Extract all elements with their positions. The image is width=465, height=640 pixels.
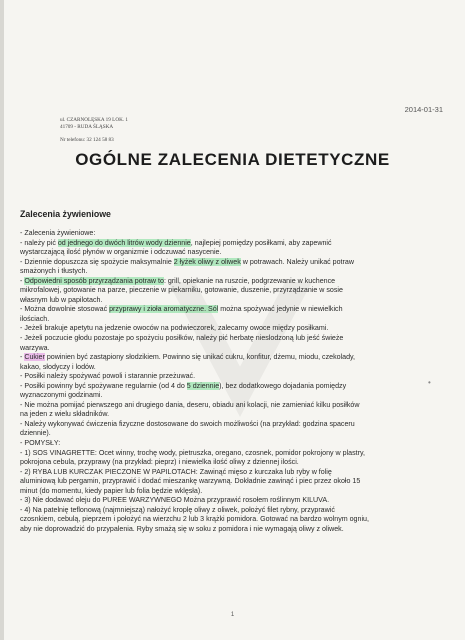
line-text: - — [20, 353, 25, 362]
line-text: - należy pić — [20, 238, 58, 247]
line-text: - Należy wykonywać ćwiczenia fizyczne dostosowane do swoich możliwości (na przykład: godzina spaceru — [20, 419, 355, 428]
line-text: mikrofalowej, gotowanie na parze, pieczenie w piekarniku, gotowanie, duszenie, przyrządzanie w sosie — [20, 286, 343, 295]
line-text: własnym lub w papilotach. — [20, 295, 103, 304]
line-text: ), bez dodatkowego dojadania pomiędzy — [219, 381, 347, 390]
text-line — [20, 239, 452, 249]
text-line — [20, 506, 452, 516]
line-text: czosnkiem, cebulą, pieprzem i położyć na wierzchu 2 lub 3 krążki pomidora. Gotować na bardzo wolnym ogniu, — [20, 515, 369, 524]
line-text: można spożywać jedynie w niewielkich — [218, 305, 343, 314]
line-text: kakao, słodyczy i lodów. — [20, 362, 96, 371]
text-line — [20, 420, 452, 430]
text-line — [20, 324, 452, 334]
text-line — [20, 363, 452, 373]
address-street: ul. CZARNOLĘSKA 19 LOK. 1 — [60, 117, 129, 123]
text-line — [20, 334, 452, 344]
line-text: wyznaczonymi godzinami. — [20, 391, 103, 400]
line-text: aluminiową lub pergamin, przyprawić i dodać mieszankę warzywną. Dokładnie zawinąć i piec przez około 15 — [20, 477, 361, 486]
text-line — [20, 229, 452, 239]
line-text: wystarczającą ilość płynów w organizmie i odczuwać nasycenie. — [20, 248, 222, 257]
text-line — [20, 372, 452, 382]
line-text: - Nie można pomijać pierwszego ani drugiego dania, deseru, obiadu ani kolacji, nie zamieniać kilku posiłków — [20, 400, 360, 409]
line-text: , najlepiej pomiędzy posiłkami, aby zapewnić — [190, 238, 332, 247]
line-text: - 2) RYBA LUB KURCZAK PIECZONE W PAPILOTACH: Zawinąć mięso z kurczaka lub ryby w folię — [20, 467, 332, 476]
page-number: 1 — [230, 612, 235, 618]
text-line — [20, 477, 452, 487]
highlighted-text: przyprawy i zioła aromatyczne. Sól — [109, 305, 219, 314]
highlighted-text: Cukier — [24, 353, 45, 362]
text-line — [20, 315, 452, 325]
text-line — [20, 277, 452, 287]
text-line — [20, 410, 452, 420]
line-text: dziennie). — [20, 429, 51, 438]
page-title: OGÓLNE ZALECENIA DIETETYCZNE — [75, 150, 390, 169]
line-text: : grill, opiekanie na ruszcie, podgrzewanie w kuchence — [163, 276, 336, 285]
phone-number: Nr telefonu: 32 124 58 83 — [60, 137, 114, 143]
text-line — [20, 353, 452, 363]
line-text: aby nie doprowadzić do przypalenia. Ryby smażą się w soku z pomidora i nie wymagają oliwy z oliwek. — [20, 524, 344, 533]
text-line — [20, 401, 452, 411]
text-line — [20, 449, 452, 459]
text-line — [20, 258, 452, 268]
address-city: 41709 - RUDA ŚLĄSKA — [60, 124, 114, 130]
highlighted-text: od jednego do dwóch litrów wody dziennie — [57, 238, 191, 247]
line-text: - 4) Na patelnię teflonową (najmniejszą) nałożyć kroplę oliwy z oliwek, położyć filet rybny, przyprawić — [20, 505, 335, 514]
text-line — [20, 496, 452, 506]
recommendations-body — [20, 229, 452, 535]
line-text: w potrawach. Należy unikać potraw — [240, 257, 354, 266]
line-text: pokrojona cebula, przyprawy (na przykład: pieprz) i niewielka ilość oliwy z dziennej ilości. — [20, 458, 299, 467]
text-line — [20, 439, 452, 449]
line-text: - Posiłki należy spożywać powoli i starannie przeżuwać. — [20, 372, 196, 381]
text-line — [20, 391, 452, 401]
line-text: - 3) Nie dodawać oleju do PUREE WARZYWNEGO Można przyprawić rosołem roślinnym KILUVA. — [20, 496, 330, 505]
text-line — [20, 305, 452, 315]
line-text: - Jeżeli poczucie głodu pozostaje po spożyciu posiłków, należy pić herbatę nieslodzoną lub jeść świeże — [20, 334, 344, 343]
line-text: - Można dowolnie stosować — [20, 305, 110, 314]
line-text: - Posiłki powinny być spożywane regularnie (od 4 do — [20, 381, 187, 390]
line-text: na jeden z wielu składników. — [20, 410, 110, 419]
text-line — [20, 286, 452, 296]
address-block — [60, 117, 128, 144]
line-text: - POMYSŁY: — [20, 439, 61, 448]
text-line — [20, 267, 452, 277]
text-line — [20, 487, 452, 497]
document-date: 2014-01-31 — [404, 105, 443, 114]
margin-mark: • — [428, 378, 431, 387]
text-line — [20, 468, 452, 478]
line-text: minut (do momentu, kiedy papier lub folia będzie wklęsła). — [20, 486, 203, 495]
highlighted-text: 2 łyżek oliwy z oliwek — [173, 257, 241, 266]
text-line — [20, 515, 452, 525]
line-text: smażonych i tłustych. — [20, 267, 88, 276]
section-title: Zalecenia żywieniowe — [20, 209, 111, 219]
line-text: powinien być zastąpiony słodzikiem. Powinno się unikać cukru, konfitur, dżemu, miodu, czekolady, — [44, 353, 356, 362]
highlighted-text: 5 dziennie — [186, 381, 220, 390]
text-line — [20, 458, 452, 468]
line-text: - Zalecenia żywieniowe: — [20, 229, 96, 237]
text-line — [20, 525, 452, 535]
line-text: - Dziennie dopuszcza się spożycie maksymalnie — [20, 257, 174, 266]
line-text: - — [20, 276, 25, 285]
highlighted-text: Odpowiedni sposób przyrządzania potraw to — [24, 276, 164, 285]
line-text: - Jeżeli brakuje apetytu na jedzenie owoców na podwieczorek, zalecamy owoce między posiłkami. — [20, 324, 329, 333]
text-line — [20, 344, 452, 354]
scan-edge — [0, 0, 4, 640]
line-text: warzywa. — [20, 343, 50, 352]
text-line — [20, 382, 452, 392]
text-line — [20, 296, 452, 306]
line-text: - 1) SOS VINAGRETTE: Ocet winny, trochę wody, pietruszka, oregano, czosnek, pomidor pokrojony w plastry, — [20, 448, 365, 457]
text-line — [20, 429, 452, 439]
line-text: ilościach. — [20, 314, 50, 323]
text-line — [20, 248, 452, 258]
